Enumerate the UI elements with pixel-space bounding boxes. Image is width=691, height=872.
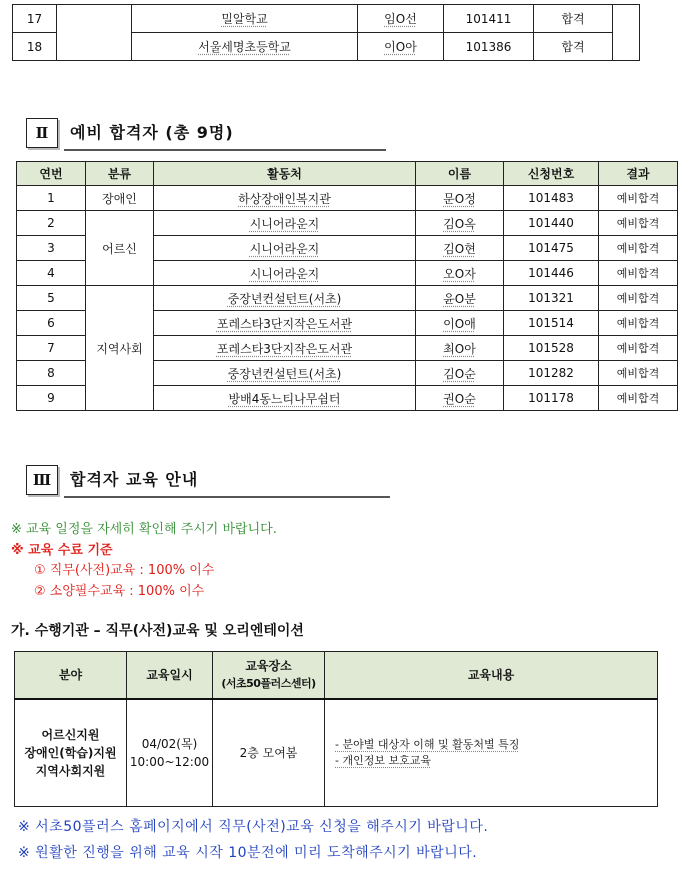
table-row [17,211,678,236]
date-cell [127,699,213,807]
place-cell: 중장년컨설턴트(서초) [154,286,416,311]
section-title: 합격자 교육 안내 [70,470,199,489]
header-no: 연번 [17,162,86,186]
section-3-heading [26,465,396,495]
table-row [17,286,678,311]
arrival-note: ※ 원활한 진행을 위해 교육 시작 10분전에 미리 도착해주시기 바랍니다. [18,845,478,861]
name-cell: 문O정 [416,186,504,211]
id-cell: 101386 [444,33,534,61]
id-cell: 101411 [444,5,534,33]
header-id: 신청번호 [504,162,599,186]
name-cell: 임O선 [358,5,444,33]
result-cell: 예비합격 [599,311,678,336]
section-2-heading [26,118,396,148]
row-number: 9 [17,386,86,411]
header-place-label: 교육장소 [245,659,292,673]
id-cell: 101514 [504,311,599,336]
row-number: 5 [17,286,86,311]
category-cell [57,5,132,61]
section-title: 예비 합격자 (총 9명) [70,123,234,142]
name-cell: 이O아 [358,33,444,61]
name-cell: 김O순 [416,361,504,386]
result-cell: 예비합격 [599,386,678,411]
place-cell: 시니어라운지 [154,236,416,261]
row-number: 3 [17,236,86,261]
id-cell: 101446 [504,261,599,286]
header-category: 분류 [86,162,154,186]
schedule-note: ※ 교육 일정을 자세히 확인해 주시기 바랍니다. [11,522,277,537]
reserve-list-table [16,161,678,411]
id-cell: 101282 [504,361,599,386]
heading-underline [64,149,386,151]
name-cell: 최O아 [416,336,504,361]
place-cell: 밀알학교 [132,5,358,33]
place-cell: 시니어라운지 [154,261,416,286]
row-number: 2 [17,211,86,236]
content-cell [325,699,658,807]
field-1: 어르신지원 [41,728,100,742]
field-2: 장애인(학습)지원 [24,746,117,760]
heading-underline [64,496,390,498]
id-cell: 101178 [504,386,599,411]
name-cell: 이O애 [416,311,504,336]
field-cell [15,699,127,807]
header-name: 이름 [416,162,504,186]
criteria-item-2: ② 소양필수교육 : 100% 이수 [34,584,205,599]
content-item-2: - 개인정보 보호교육 [335,754,431,767]
header-place [213,652,325,700]
name-cell: 오O자 [416,261,504,286]
selected-list-table-fragment [12,4,640,61]
table-header-row [15,652,658,700]
header-result: 결과 [599,162,678,186]
result-cell: 예비합격 [599,211,678,236]
row-number: 18 [13,33,57,61]
completion-criteria-heading: ※ 교육 수료 기준 [11,543,113,558]
date-time: 10:00~12:00 [129,755,210,769]
id-cell: 101528 [504,336,599,361]
place-cell: 하상장애인복지관 [154,186,416,211]
header-place: 활동처 [154,162,416,186]
place-cell: 2층 모여봄 [213,699,325,807]
category-cell: 어르신 [86,211,154,286]
table-header-row [17,162,678,186]
row-number: 7 [17,336,86,361]
row-number: 4 [17,261,86,286]
place-cell: 포레스타3단지작은도서관 [154,336,416,361]
field-3: 지역사회지원 [35,764,106,778]
name-cell: 권O순 [416,386,504,411]
place-cell: 중장년컨설턴트(서초) [154,361,416,386]
id-cell: 101440 [504,211,599,236]
result-cell: 예비합격 [599,336,678,361]
place-cell: 방배4동느티나무쉼터 [154,386,416,411]
name-cell: 윤O분 [416,286,504,311]
result-cell: 합격 [534,33,613,61]
criteria-item-1: ① 직무(사전)교육 : 100% 이수 [34,563,215,578]
section-number: Ⅱ [26,118,58,148]
result-cell: 합격 [534,5,613,33]
section-number: Ⅲ [26,465,58,495]
education-subtitle: 가. 수행기관 – 직무(사전)교육 및 오리엔테이션 [11,623,304,639]
header-date: 교육일시 [127,652,213,700]
homepage-apply-note: ※ 서초50플러스 홈페이지에서 직무(사전)교육 신청을 해주시기 바랍니다. [18,819,489,835]
category-cell: 장애인 [86,186,154,211]
result-cell: 예비합격 [599,261,678,286]
name-cell: 김O옥 [416,211,504,236]
header-field: 분야 [15,652,127,700]
result-cell: 예비합격 [599,361,678,386]
table-row [13,5,640,33]
row-number: 17 [13,5,57,33]
id-cell: 101483 [504,186,599,211]
result-cell: 예비합격 [599,186,678,211]
row-number: 1 [17,186,86,211]
place-cell: 시니어라운지 [154,211,416,236]
row-number: 8 [17,361,86,386]
result-cell: 예비합격 [599,236,678,261]
content-item-1: - 분야별 대상자 이해 및 활동처별 특징 [335,738,520,751]
id-cell: 101475 [504,236,599,261]
id-cell: 101321 [504,286,599,311]
place-cell: 서울세명초등학교 [132,33,358,61]
table-row [17,186,678,211]
place-cell: 포레스타3단지작은도서관 [154,311,416,336]
date-day: 04/02(목) [141,737,198,751]
header-content: 교육내용 [325,652,658,700]
name-cell: 김O현 [416,236,504,261]
blank-cell [613,5,640,61]
row-number: 6 [17,311,86,336]
education-table [14,651,658,807]
category-cell: 지역사회 [86,286,154,411]
table-row [15,699,658,807]
result-cell: 예비합격 [599,286,678,311]
header-place-sub: (서초50플러스센터) [221,677,316,690]
